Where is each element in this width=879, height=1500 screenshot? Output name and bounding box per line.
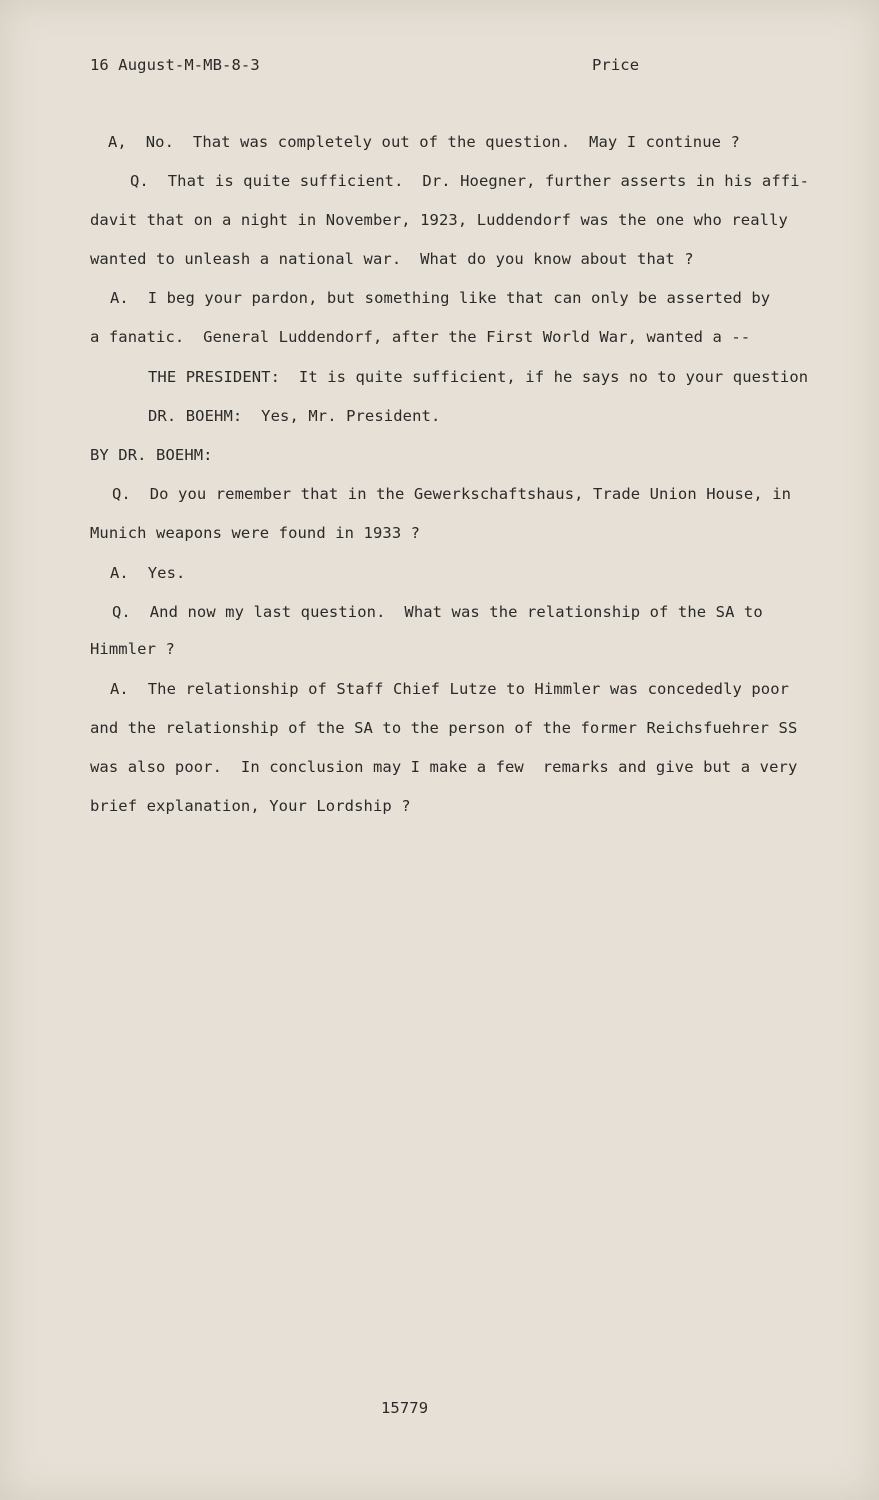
transcript-line: Q. That is quite sufficient. Dr. Hoegner, further asserts in his affi- [130,172,810,190]
transcript-line: Q. And now my last question. What was the relationship of the SA to [112,603,763,621]
transcript-line: A. Yes. [110,564,186,582]
transcript-line: THE PRESIDENT: It is quite sufficient, if he says no to your question [148,368,809,386]
page-number: 15779 [381,1399,429,1417]
transcript-line: A. I beg your pardon, but something like that can only be asserted by [110,289,771,307]
transcript-line: was also poor. In conclusion may I make a few remarks and give but a very [90,758,798,776]
transcript-line: Munich weapons were found in 1933 ? [90,524,421,542]
transcript-line: DR. BOEHM: Yes, Mr. President. [148,407,441,425]
document-reference: 16 August-M-MB-8-3 [90,56,260,74]
transcript-line: a fanatic. General Luddendorf, after the First World War, wanted a -- [90,328,751,346]
transcript-line: A. The relationship of Staff Chief Lutze to Himmler was concededly poor [110,680,790,698]
transcript-line: BY DR. BOEHM: [90,446,213,464]
speaker-name: Price [592,56,640,74]
transcript-line: and the relationship of the SA to the person of the former Reichsfuehrer SS [90,719,798,737]
transcript-line: A, No. That was completely out of the question. May I continue ? [108,133,740,151]
transcript-line: davit that on a night in November, 1923, Luddendorf was the one who really [90,211,788,229]
transcript-line: Q. Do you remember that in the Gewerkschaftshaus, Trade Union House, in [112,485,792,503]
transcript-line: brief explanation, Your Lordship ? [90,797,411,815]
transcript-line: wanted to unleash a national war. What do you know about that ? [90,250,694,268]
transcript-line: Himmler ? [90,640,175,658]
